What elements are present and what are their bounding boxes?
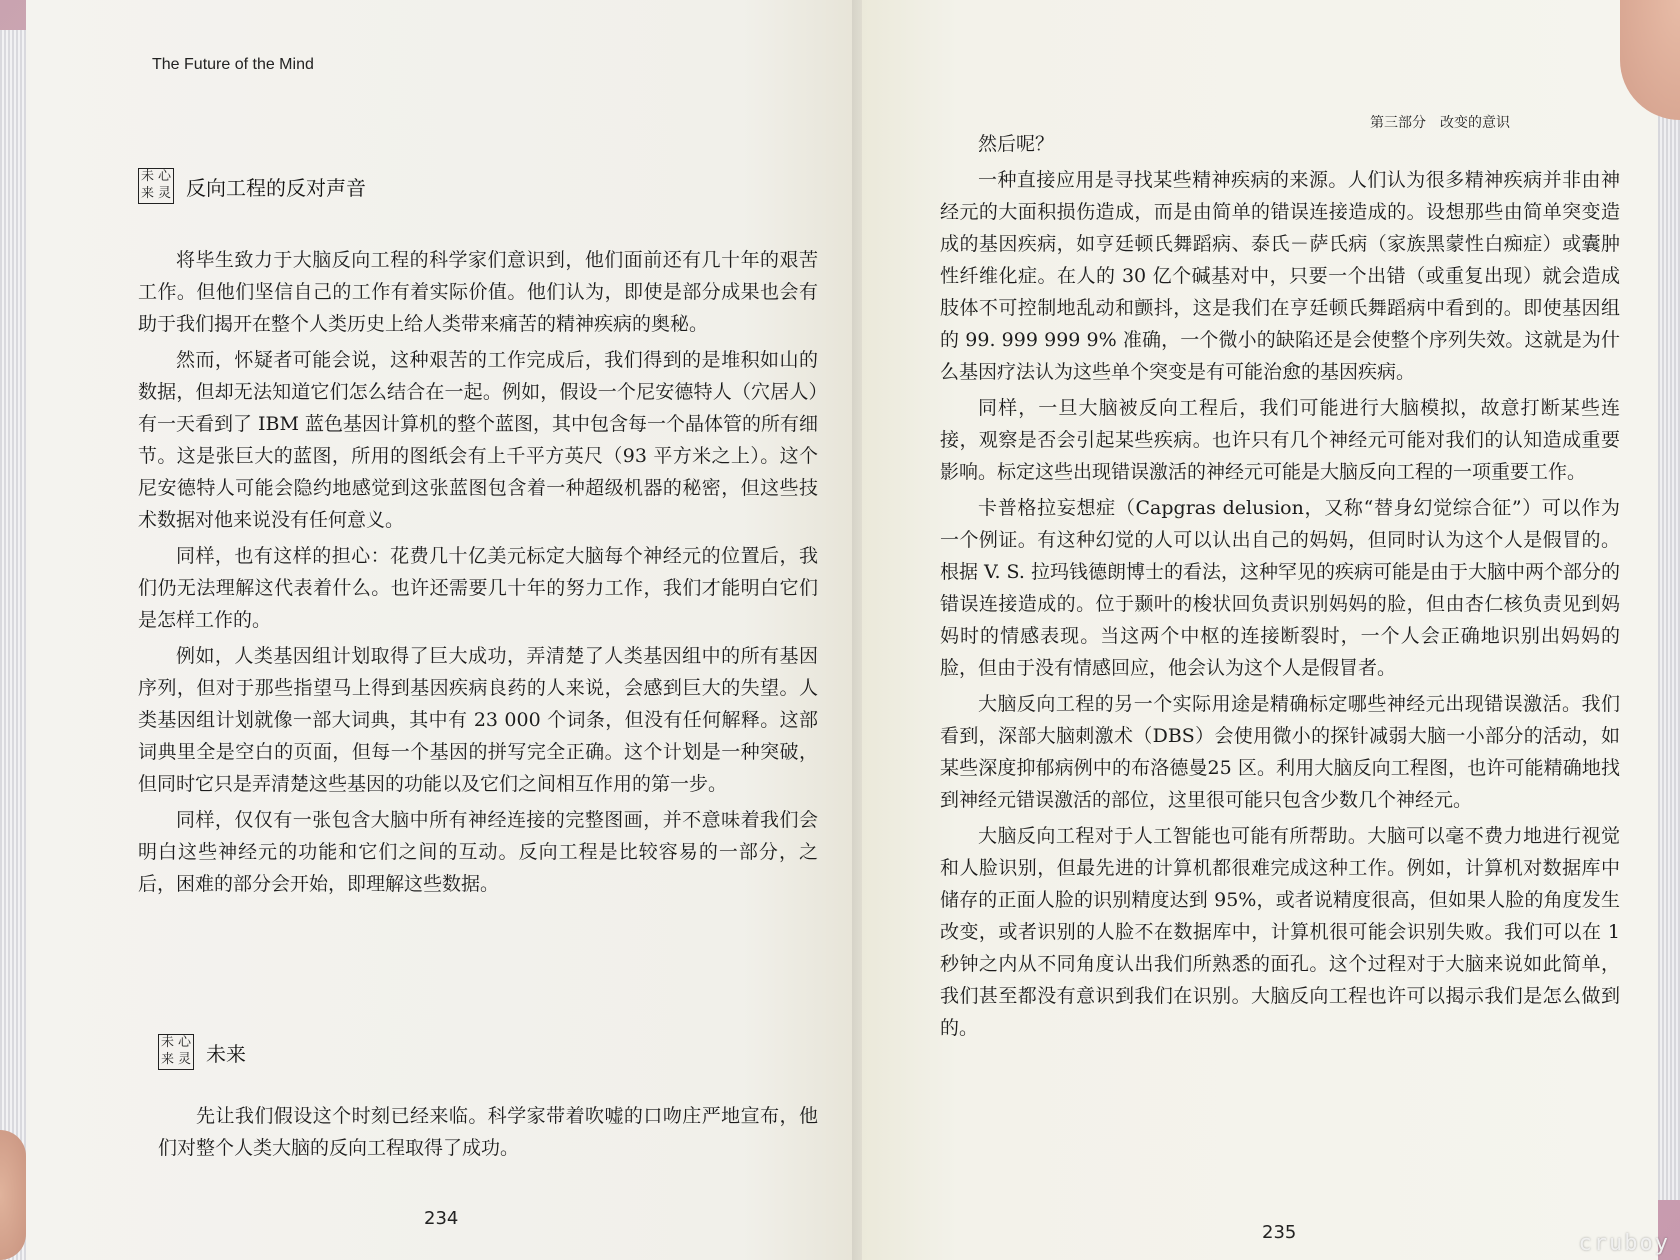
paragraph: 大脑反向工程对于人工智能也可能有所帮助。大脑可以毫不费力地进行视觉和人脸识别，但最先进的计算机都很难完成这种工作。例如，计算机对数据库中储存的正面人脸的识别精度达到 95%，或者说精度很高，但如果人脸的角度发生改变，或者识别的人脸不在数据库中，计算机很可能会识别失败。我们可以在 1 秒钟之内从不同角度认出我们所熟悉的面孔。这个过程对于大脑来说如此简单，我们甚至都没有意识到我们在识别。大脑反向工程也许可以揭示我们是怎么做到的。: [940, 825, 1620, 1039]
paragraph: 同样，仅仅有一张包含大脑中所有神经连接的完整图画，并不意味着我们会明白这些神经元的功能和它们之间的互动。反向工程是比较容易的一部分，之后，困难的部分会开始，即理解这些数据。: [138, 809, 818, 895]
page-number-right: 235: [1262, 1222, 1297, 1243]
watermark-logo: cruboy: [1578, 1231, 1670, 1256]
body-text-left-1: [138, 244, 818, 904]
left-page: [26, 0, 868, 1260]
paragraph: 然后呢？: [978, 133, 1055, 155]
section-title: 反向工程的反对声音: [186, 175, 366, 200]
paragraph: 卡普格拉妄想症（Capgras delusion，又称“替身幻觉综合征”）可以作为一个例证。有这种幻觉的人可以认出自己的妈妈，但同时认为这个人是假冒的。根据 V. S. 拉玛钱德朗博士的看法，这种罕见的疾病可能是由于大脑中两个部分的错误连接造成的。位于颞叶的梭状回负责识别妈妈的脸，但由杏仁核负责见到妈妈时的情感表现。当这两个中枢的连接断裂时，一个人会正确地识别出妈妈的脸，但由于没有情感回应，他会认为这个人是假冒者。: [940, 497, 1620, 679]
right-page: [862, 0, 1658, 1260]
paragraph: 先让我们假设这个时刻已经来临。科学家带着吹嘘的口吻庄严地宣布，他们对整个人类大脑的反向工程取得了成功。: [158, 1105, 818, 1159]
section-title: 未来: [206, 1041, 246, 1066]
body-text-left-2: [158, 1100, 818, 1168]
paragraph: 大脑反向工程的另一个实际用途是精确标定哪些神经元出现错误激活。我们看到，深部大脑刺激术（DBS）会使用微小的探针减弱大脑一小部分的活动，如某些深度抑郁病例中的布洛德曼25 区。利用大脑反向工程图，也许可能精确地找到神经元错误激活的部位，这里很可能只包含少数几个神经元。: [940, 693, 1620, 811]
section-badge-icon: 未 心 来 灵: [158, 1034, 194, 1070]
paragraph: 同样，也有这样的担心：花费几十亿美元标定大脑每个神经元的位置后，我们仍无法理解这代表着什么。也许还需要几十年的努力工作，我们才能明白它们是怎样工作的。: [138, 545, 818, 631]
paragraph: 将毕生致力于大脑反向工程的科学家们意识到，他们面前还有几十年的艰苦工作。但他们坚信自己的工作有着实际价值。他们认为，即使是部分成果也会有助于我们揭开在整个人类历史上给人类带来痛苦的精神疾病的奥秘。: [138, 249, 818, 335]
body-text-right: [940, 128, 1620, 1048]
paragraph: 例如，人类基因组计划取得了巨大成功，弄清楚了人类基因组中的所有基因序列，但对于那些指望马上得到基因疾病良药的人来说，会感到巨大的失望。人类基因组计划就像一部大词典，其中有 23 000 个词条，但没有任何解释。这部词典里全是空白的页面，但每一个基因的拼写完全正确。这个计划是一种突破，但同时它只是弄清楚这些基因的功能以及它们之间相互作用的第一步。: [138, 645, 818, 795]
section-heading-objections: [138, 168, 366, 204]
running-head-right: 第三部分 改变的意识: [1370, 115, 1510, 131]
running-head-left: The Future of the Mind: [152, 56, 314, 73]
section-heading-future: [158, 1034, 246, 1070]
paragraph: 一种直接应用是寻找某些精神疾病的来源。人们认为很多精神疾病并非由神经元的大面积损伤造成，而是由简单的错误连接造成的。设想那些由简单突变造成的基因疾病，如亨廷顿氏舞蹈病、泰氏－萨氏病（家族黑蒙性白痴症）或囊肿性纤维化症。在人的 30 亿个碱基对中，只要一个出错（或重复出现）就会造成肢体不可控制地乱动和颤抖，这是我们在亨廷顿氏舞蹈病中看到的。即使基因组的 99. 999 999 9% 准确，一个微小的缺陷还是会使整个序列失效。这就是为什么基因疗法认为这些单个突变是有可能治愈的基因疾病。: [940, 169, 1620, 383]
paragraph: 同样，一旦大脑被反向工程后，我们可能进行大脑模拟，故意打断某些连接，观察是否会引起某些疾病。也许只有几个神经元可能对我们的认知造成重要影响。标定这些出现错误激活的神经元可能是大脑反向工程的一项重要工作。: [940, 397, 1620, 483]
paragraph: 然而，怀疑者可能会说，这种艰苦的工作完成后，我们得到的是堆积如山的数据，但却无法知道它们怎么结合在一起。例如，假设一个尼安德特人（穴居人）有一天看到了 IBM 蓝色基因计算机的整个蓝图，其中包含每一个晶体管的所有细节。这是张巨大的蓝图，所用的图纸会有上千平方英尺（93 平方米之上）。这个尼安德特人可能会隐约地感觉到这张蓝图包含着一种超级机器的秘密，但这些技术数据对他来说没有任何意义。: [138, 349, 819, 531]
left-thumb: [0, 1130, 26, 1260]
section-badge-icon: 未 心 来 灵: [138, 168, 174, 204]
page-number-left: 234: [424, 1208, 459, 1229]
